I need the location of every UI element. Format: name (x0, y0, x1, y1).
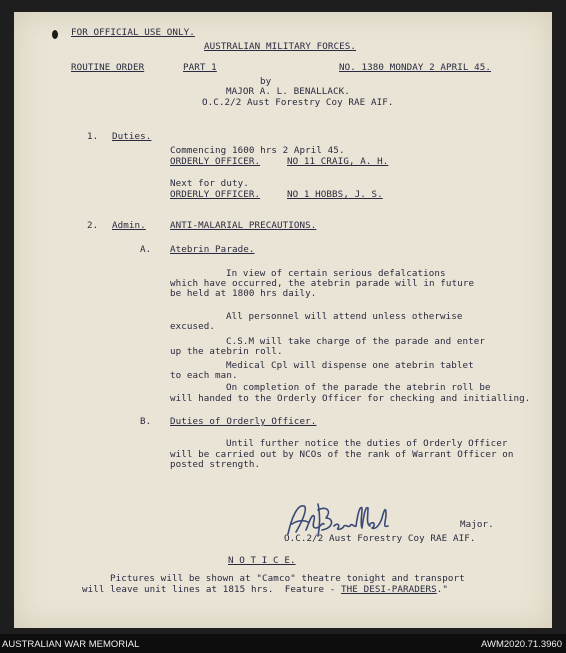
force-title: AUSTRALIAN MILITARY FORCES. (204, 41, 357, 52)
para-a2-line: All personnel will attend unless otherwise (226, 311, 463, 322)
next-for-duty: Next for duty. (170, 178, 249, 189)
para-a5-line: will handed to the Orderly Officer for checking and initialling. (170, 393, 531, 404)
para-b1-line: will be carried out by NCOs of the rank of Warrant Officer on (170, 449, 514, 460)
classification-label: FOR OFFICIAL USE ONLY. (71, 27, 195, 38)
section-1-title: Duties. (112, 131, 152, 142)
notice-title: N O T I C E. (228, 555, 296, 566)
notice-line-2-end: ." (436, 584, 449, 595)
para-a4-line: Medical Cpl will dispense one atebrin tablet (226, 360, 474, 371)
signatory-unit: O.C.2/2 Aust Forestry Coy RAE AIF. (284, 533, 476, 544)
para-a1-line: which have occurred, the atebrin parade will in future (170, 278, 475, 289)
accession-number: AWM2020.71.3960 (481, 639, 562, 650)
duty-role-2: ORDERLY OFFICER. (170, 189, 261, 200)
para-a2-line: excused. (170, 321, 216, 332)
signatory-rank: Major. (460, 519, 494, 530)
by-label: by (260, 76, 272, 87)
para-a3-line: up the atebrin roll. (170, 346, 283, 357)
duty-officer-2: NO 1 HOBBS, J. S. (287, 189, 383, 200)
issuing-officer: MAJOR A. L. BENALLACK. (226, 86, 350, 97)
order-type: ROUTINE ORDER (71, 62, 145, 73)
section-1-number: 1. (87, 131, 99, 142)
notice-line-2-start: will leave unit lines at 1815 hrs. Feature - (82, 584, 342, 595)
document-page (14, 12, 552, 628)
archive-footer (0, 634, 566, 653)
duty-role-1: ORDERLY OFFICER. (170, 156, 261, 167)
institution-label: AUSTRALIAN WAR MEMORIAL (2, 639, 140, 650)
issuing-unit: O.C.2/2 Aust Forestry Coy RAE AIF. (202, 97, 394, 108)
para-a3-line: C.S.M will take charge of the parade and enter (226, 336, 486, 347)
sub-a-title: Atebrin Parade. (170, 244, 255, 255)
para-b1-line: Until further notice the duties of Orderly Officer (226, 438, 508, 449)
punch-hole (52, 30, 58, 39)
duty-commencing: Commencing 1600 hrs 2 April 45. (170, 145, 345, 156)
section-2-title: Admin. (112, 220, 146, 231)
sub-b-letter: B. (140, 416, 152, 427)
notice-line-2 (82, 584, 448, 595)
notice-feature-title: THE DESI-PARADERS (341, 584, 437, 595)
section-2-number: 2. (87, 220, 99, 231)
para-a4-line: to each man. (170, 370, 238, 381)
para-b1-line: posted strength. (170, 459, 261, 470)
section-2-heading: ANTI-MALARIAL PRECAUTIONS. (170, 220, 317, 231)
para-a1-line: In view of certain serious defalcations (226, 268, 446, 279)
sub-b-title: Duties of Orderly Officer. (170, 416, 317, 427)
sub-a-letter: A. (140, 244, 152, 255)
order-part: PART 1 (183, 62, 217, 73)
para-a5-line: On completion of the parade the atebrin roll be (226, 382, 491, 393)
para-a1-line: be held at 1800 hrs daily. (170, 288, 317, 299)
notice-line-1: Pictures will be shown at "Camco" theatre tonight and transport (110, 573, 465, 584)
order-number-date: NO. 1380 MONDAY 2 APRIL 45. (339, 62, 492, 73)
duty-officer-1: NO 11 CRAIG, A. H. (287, 156, 389, 167)
